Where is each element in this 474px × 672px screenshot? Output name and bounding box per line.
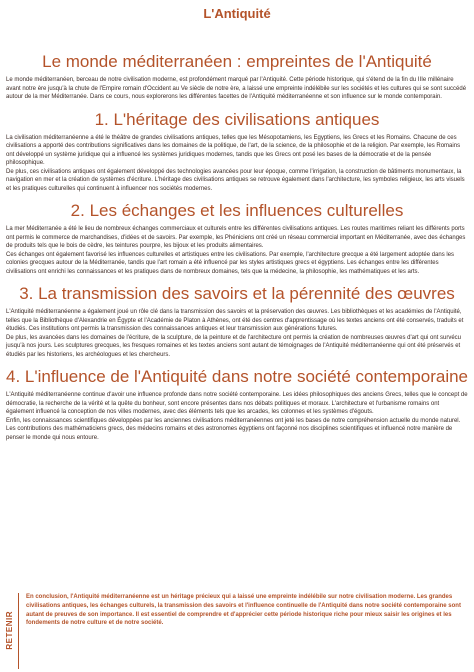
conclusion-text: En conclusion, l'Antiquité méditerranéenne est un héritage précieux qui a laissé une empreinte indélébile sur notre civilisation moderne. Les grandes civilisations antiques, les échanges culturels, la transmission des savoirs et l'influence continuelle de l'Antiquité dans notre société contemporaine sont autant de preuves de son importance. Il est essentiel de comprendre et d'apprécier cette période historique riche pour mieux saisir les origines et les fondements de notre culture et de notre société.: [26, 594, 461, 627]
intro-paragraph: Le monde méditerranéen, berceau de notre civilisation moderne, est profondément marqué par l'Antiquité. Cette période historique, qui s'étend de la fin du IIIe millénaire avant notre ère jusqu'à la chute de l'Empire romain d'Occident au Ve siècle de notre ère, a laissé une empreinte indélébile sur les sociétés et les cultures qui se sont succédé autour de la mer Méditerranée. Dans ce cours, nous explorerons les différentes facettes de l'Antiquité méditerranéenne et son influence sur le monde contemporain.: [6, 77, 467, 100]
section-4: [6, 367, 468, 442]
header-title: L'Antiquité: [203, 6, 271, 21]
main-title: Le monde méditerranéen : empreintes de l'Antiquité: [42, 52, 432, 71]
document-page: [0, 4, 474, 672]
section-title: 1. L'héritage des civilisations antiques: [94, 109, 380, 129]
section-title: 3. La transmission des savoirs et la pérennité des œuvres: [19, 284, 455, 303]
section-paragraph: L'Antiquité méditerranéenne a également joué un rôle clé dans la transmission des savoirs et la préservation des œuvres. Les bibliothèques et les académies de l'Antiquité, telles que la Bibliothèque d'Alexandrie en Égypte et l'Académie de Platon à Athènes, ont été des centres d'apprentissage où les textes anciens ont été conservés, traduits et étudiés. Ces institutions ont permis la transmission des connaissances antiques et leur transmission aux générations futures.: [6, 309, 464, 332]
section-paragraph: La civilisation méditerranéenne a été le théâtre de grandes civilisations antiques, telles que les Mésopotamiens, les Egyptiens, les Grecs et les Romains. Chacune de ces civilisations a apporté des contributions significatives dans les domaines de la politique, de l'art, de la science, de la philosophie et de la religion. Par exemple, les Romains ont développé un système juridique qui a influencé les systèmes juridiques modernes, tandis que les Grecs ont posé les bases de la démocratie et de la pensée philosophique.: [6, 134, 461, 166]
section-title: 4. L'influence de l'Antiquité dans notre société contemporaine: [6, 367, 469, 386]
section-paragraph: De plus, ces civilisations antiques ont également développé des technologies avancées pour leur époque, comme l'irrigation, la construction de bâtiments monumentaux, la navigation en mer et la création de systèmes d'écriture. L'héritage des civilisations antiques se retrouve également dans l'architecture, les symboles religieux, les arts visuels et les pratiques culturelles qui continuent à influencer nos sociétés modernes.: [6, 168, 465, 192]
conclusion-box: [0, 589, 474, 672]
section-paragraph: Ces échanges ont également favorisé les influences culturelles et artistiques entre les civilisations. Par exemple, l'architecture grecque a été largement adoptée dans les colonies grecques autour de la Méditerranée, tandis que l'art romain a été influencé par les styles artistiques grecs et égyptiens. Les échanges entre les différentes civilisations ont enrichi les connaissances et les pratiques dans de nombreux domaines, tels que la médecine, la philosophie, les mathématiques et les arts.: [6, 251, 455, 275]
conclusion-divider: [18, 593, 19, 669]
section-paragraph: L'Antiquité méditerranéenne continue d'avoir une influence profonde dans notre société contemporaine. Les idées philosophiques des anciens Grecs, telles que le concept de démocratie, la recherche de la vérité et la quête du bonheur, sont encore présentes dans nos débats politiques et moraux. L'architecture et l'urbanisme romains ont également influencé la conception de nos villes modernes, avec des éléments tels que les arcades, les colonnes et les systèmes d'égouts.: [6, 392, 468, 415]
section-2: [6, 201, 468, 276]
section-3: [6, 284, 468, 359]
section-paragraph: De plus, les avancées dans les domaines de l'écriture, de la sculpture, de la peinture et de l'architecture ont permis la création de nombreuses œuvres d'art qui ont survécu jusqu'à nos jours. Les sculptures grecques, les fresques romaines et les textes anciens sont autant de témoignages de l'Antiquité méditerranéenne qui ont été préservés et étudiés par les historiens, les archéologues et les chercheurs.: [6, 334, 462, 358]
retenir-label-wrap: [2, 589, 16, 672]
retenir-label: RETENIR: [4, 611, 14, 650]
section-paragraph: Enfin, les connaissances scientifiques développées par les anciennes civilisations méditerranéennes ont jeté les bases de notre compréhension actuelle du monde naturel. Les contributions des mathématiciens grecs, des médecins romains et des astronomes égyptiens ont façonné nos disciplines scientifiques et influencé notre manière de penser le monde qui nous entoure.: [6, 417, 461, 441]
section-1: [6, 110, 468, 194]
section-title: 2. Les échanges et les influences culturelles: [70, 201, 404, 220]
section-paragraph: La mer Méditerranée a été le lieu de nombreux échanges commerciaux et culturels entre les différentes civilisations antiques. Les routes maritimes reliant les différents ports ont permis le commerce de marchandises, d'idées et de savoirs. Par exemple, les Phéniciens ont créé un réseau commercial important en Méditerranée, avec des échanges de produits tels que le bois de cèdre, les teintures pourpre, les bijoux et les produits alimentaires.: [6, 226, 466, 249]
